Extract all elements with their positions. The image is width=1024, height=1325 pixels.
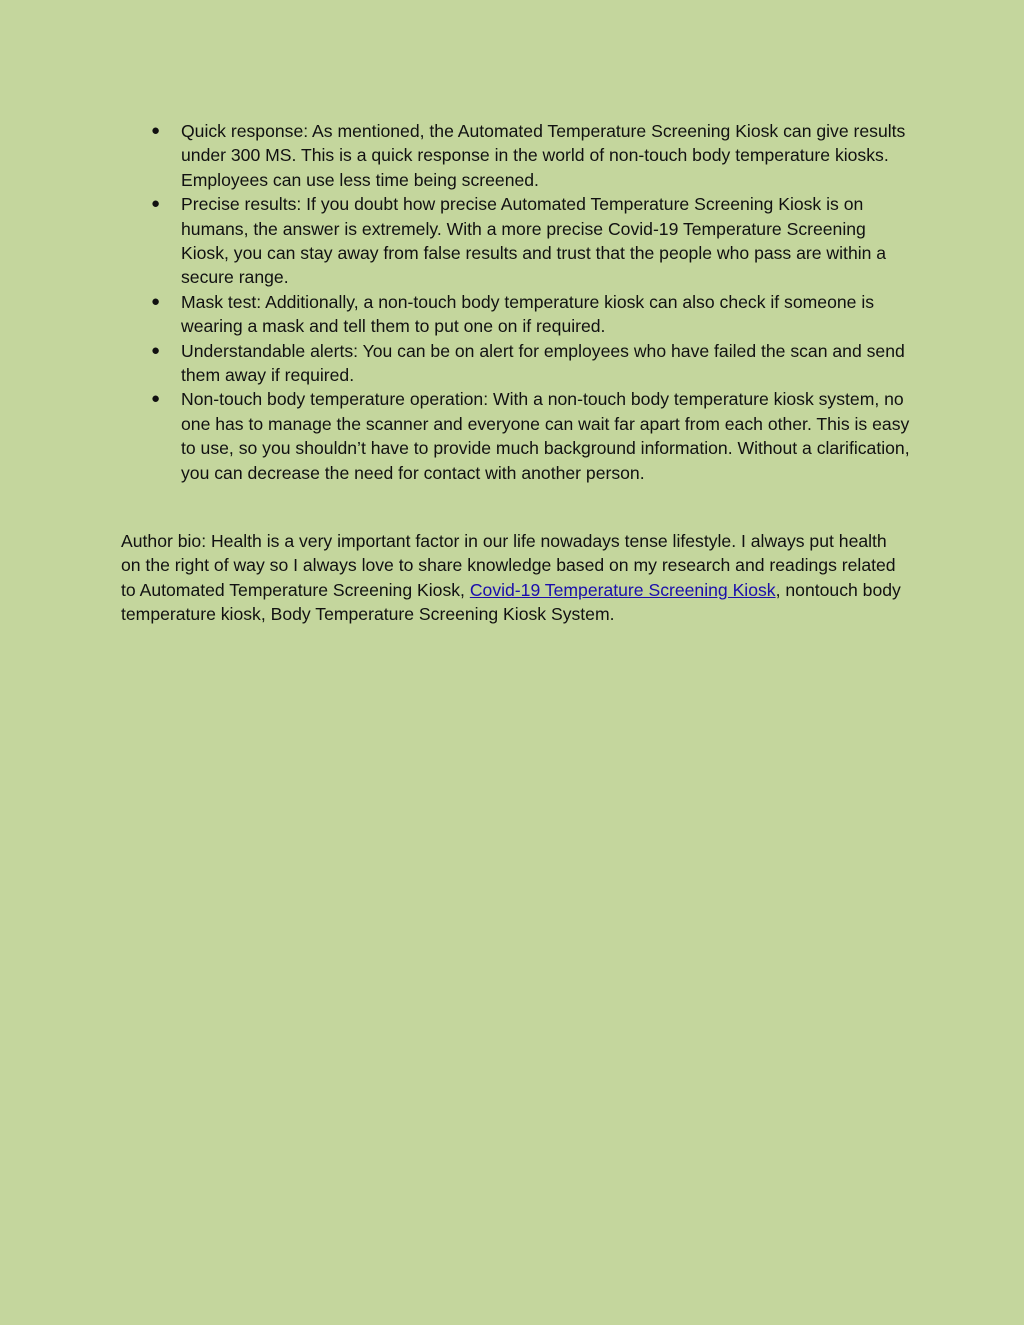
- bullet-text: Understandable alerts: You can be on alert for employees who have failed the scan and send them away if required.: [181, 340, 905, 386]
- bullet-icon: ●: [151, 292, 161, 310]
- bullet-text: Mask test: Additionally, a non-touch body temperature kiosk can also check if someone is wearing a mask and tell them to put one on if required.: [181, 291, 875, 337]
- bullet-icon: ●: [151, 122, 161, 139]
- bullet-icon: ●: [151, 390, 161, 408]
- bullet-item-mask-test: [151, 290, 911, 339]
- author-bio-paragraph: [121, 529, 911, 627]
- bullet-text: Precise results: If you doubt how precise Automated Temperature Screening Kiosk is on humans, the answer is extremely. With a more precise Covid-19 Temperature Screening Kiosk, you can stay away from false results and trust that the people who pass are within a secure range.: [181, 194, 887, 288]
- author-bio-text: Author bio: Health is a very important factor in our life nowadays tense lifestyle. I always put health on the right of way so I always love to share knowledge based on my research and readings related to Automated Temperature Screening Kiosk,: [121, 531, 896, 600]
- bullet-item-precise-results: [151, 192, 911, 290]
- bullet-icon: ●: [151, 195, 161, 213]
- bullet-item-quick-response: [151, 119, 911, 192]
- bullet-item-understandable-alerts: [151, 339, 911, 388]
- covid-kiosk-link[interactable]: Covid-19 Temperature Screening Kiosk: [469, 579, 776, 600]
- feature-bullet-list: [151, 119, 911, 485]
- bullet-text: Non-touch body temperature operation: With a non-touch body temperature kiosk system, no one has to manage the scanner and everyone can wait far apart from each other. This is easy to use, so you shouldn’t have to provide much background information. Without a clarification, you can decrease the need for contact with another person.: [181, 389, 910, 483]
- bullet-text: Quick response: As mentioned, the Automated Temperature Screening Kiosk can give results under 300 MS. This is a quick response in the world of non-touch body temperature kiosks. Employees can use less time being screened.: [181, 121, 906, 190]
- bullet-icon: ●: [151, 341, 161, 359]
- bullet-item-non-touch-operation: [151, 387, 911, 485]
- author-bio-text-end: , nontouch body temperature kiosk, Body Temperature Screening Kiosk System.: [121, 579, 901, 625]
